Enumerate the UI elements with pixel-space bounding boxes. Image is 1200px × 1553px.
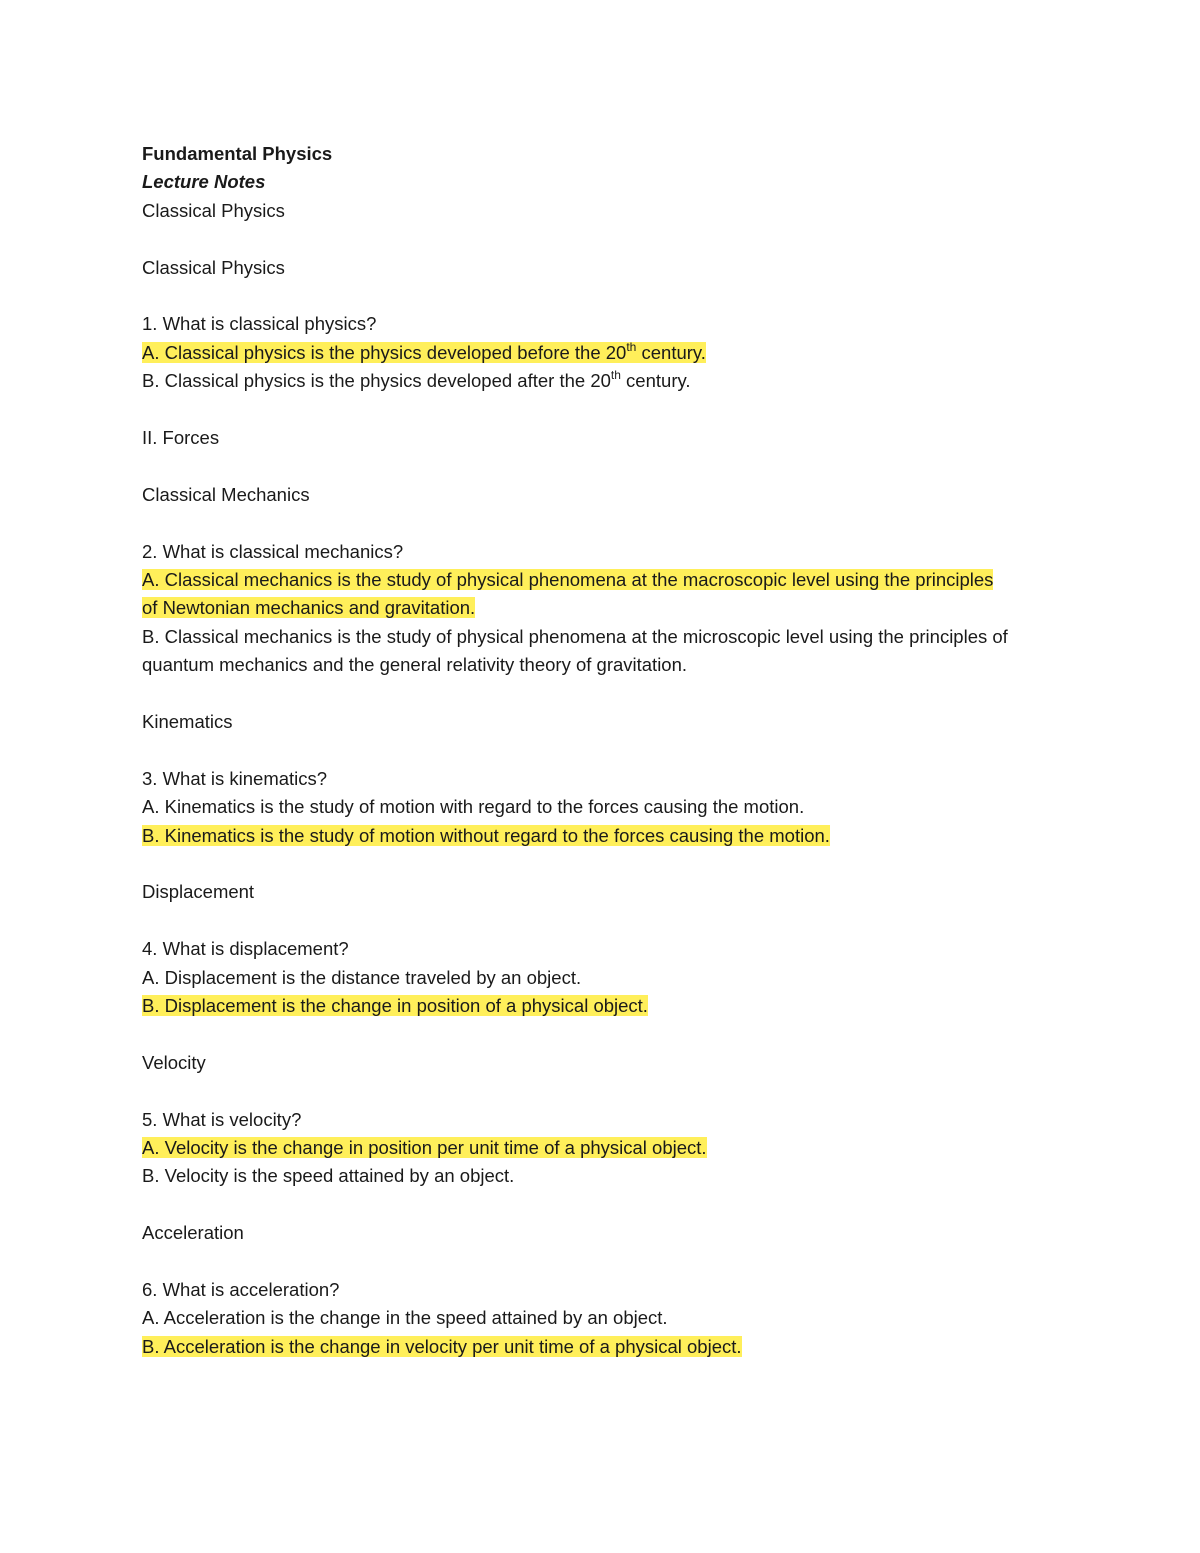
section-heading: Displacement xyxy=(142,881,255,903)
question-6: 6. What is acceleration? xyxy=(142,1279,340,1301)
highlight-mark: B. Kinematics is the study of motion without regard to the forces causing the motion. xyxy=(142,824,830,846)
answer-4b xyxy=(142,992,1072,1020)
section-heading: Classical Physics xyxy=(142,256,285,278)
highlight-mark: of Newtonian mechanics and gravitation. xyxy=(142,597,476,619)
section-heading: Acceleration xyxy=(142,1222,244,1244)
answer-6a: A. Acceleration is the change in the speed attained by an object. xyxy=(142,1307,668,1329)
document-title: Fundamental Physics xyxy=(142,143,333,164)
question-1: 1. What is classical physics? xyxy=(142,313,377,335)
answer-1a xyxy=(142,339,1072,367)
question-5: 5. What is velocity? xyxy=(142,1108,302,1130)
answer-5b: B. Velocity is the speed attained by an object. xyxy=(142,1165,515,1187)
highlight-mark: A. Velocity is the change in position per unit time of a physical object. xyxy=(142,1137,707,1159)
highlight-mark: A. Classical mechanics is the study of physical phenomena at the macroscopic level using the principles xyxy=(142,569,994,591)
answer-4a: A. Displacement is the distance traveled by an object. xyxy=(142,966,582,988)
answer-2a-line1 xyxy=(142,566,1072,594)
section-heading: Kinematics xyxy=(142,711,233,733)
question-4: 4. What is displacement? xyxy=(142,938,349,960)
document-page xyxy=(142,140,1072,1361)
answer-5a xyxy=(142,1134,1072,1162)
question-2: 2. What is classical mechanics? xyxy=(142,540,404,562)
answer-6b xyxy=(142,1333,1072,1361)
section-heading: Classical Mechanics xyxy=(142,483,310,505)
answer-2a-line2 xyxy=(142,594,1072,622)
document-subtitle: Lecture Notes xyxy=(142,171,266,193)
answer-2b: B. Classical mechanics is the study of physical phenomena at the microscopic level using the principles of quantum mechanics and the general relativity theory of gravitation. xyxy=(142,625,1008,676)
highlight-mark: B. Acceleration is the change in velocity per unit time of a physical object. xyxy=(142,1335,742,1357)
answer-3a: A. Kinematics is the study of motion with regard to the forces causing the motion. xyxy=(142,796,805,818)
answer-3b xyxy=(142,822,1072,850)
section-label: Classical Physics xyxy=(142,199,285,221)
highlight-mark: B. Displacement is the change in position of a physical object. xyxy=(142,995,648,1017)
question-3: 3. What is kinematics? xyxy=(142,767,328,789)
section-heading: Velocity xyxy=(142,1051,206,1073)
highlight-mark: A. Classical physics is the physics developed before the 20th century. xyxy=(142,339,706,363)
answer-1b: B. Classical physics is the physics developed after the 20th century. xyxy=(142,368,691,392)
section-heading: II. Forces xyxy=(142,427,220,449)
